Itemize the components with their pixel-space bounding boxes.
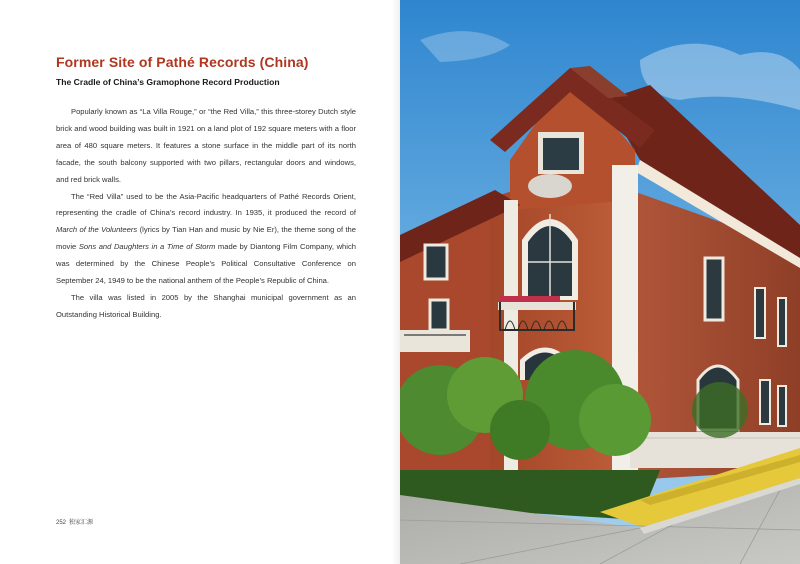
work-title-march: March of the Volunteers [56,225,138,235]
paragraph-2-part-a: The “Red Villa” used to be the Asia-Pacific headquarters of Pathé Records Orient, representing the cradle of China’s record industry. In 1935, it produced the record of [56,191,356,218]
paragraph-3: The villa was listed in 2005 by the Shanghai municipal government as an Outstanding Historical Building. [56,292,356,319]
left-wing-window [430,300,448,330]
side-window [778,298,786,346]
stone-ornament [528,174,572,198]
book-title: 独家汇源 [69,520,94,526]
paragraph-1: Popularly known as “La Villa Rouge,” or “the Red Villa,” this three-storey Dutch style brick and wood building was built in 1921 on a land plot of 192 square meters with a floor area of 480 square meters. It features a stone surface in the middle part of its north facade, the south balcony supported with two pillars, rectangular doors and windows, and red brick walls. [56,107,356,184]
page-number: 252 [56,520,67,526]
side-window [778,386,786,426]
left-wing-window [425,245,447,279]
side-window [760,380,770,424]
work-title-movie: Sons and Daughters in a Time of Storm [78,242,216,252]
page-footer [56,517,96,526]
article-body [56,104,356,324]
tree [692,382,748,438]
flower-box [500,296,560,302]
left-balcony [400,330,470,352]
balcony-slab [498,302,576,310]
tree [579,384,651,456]
paragraph-2 [56,189,356,290]
red-villa-photo [400,0,800,564]
article-title: Former Site of Pathé Records (China) [56,54,309,70]
photo-page [400,0,800,564]
paragraph-2-part-b: (lyrics by Tian Han and music by Nie Er), the theme song of the movie [56,225,357,252]
paragraph-2-part-c: made by Diantong Film Company, which was determined by the Chinese People’s Political Consultative Conference on September 24, 1949 to be the national anthem of the People’s Republic of China. [56,242,356,286]
tree [490,400,550,460]
article-subtitle: The Cradle of China’s Gramophone Record Production [56,77,280,87]
page-gutter [392,0,400,564]
side-window [755,288,765,338]
side-window [705,258,723,320]
upper-window-glass [543,138,579,170]
